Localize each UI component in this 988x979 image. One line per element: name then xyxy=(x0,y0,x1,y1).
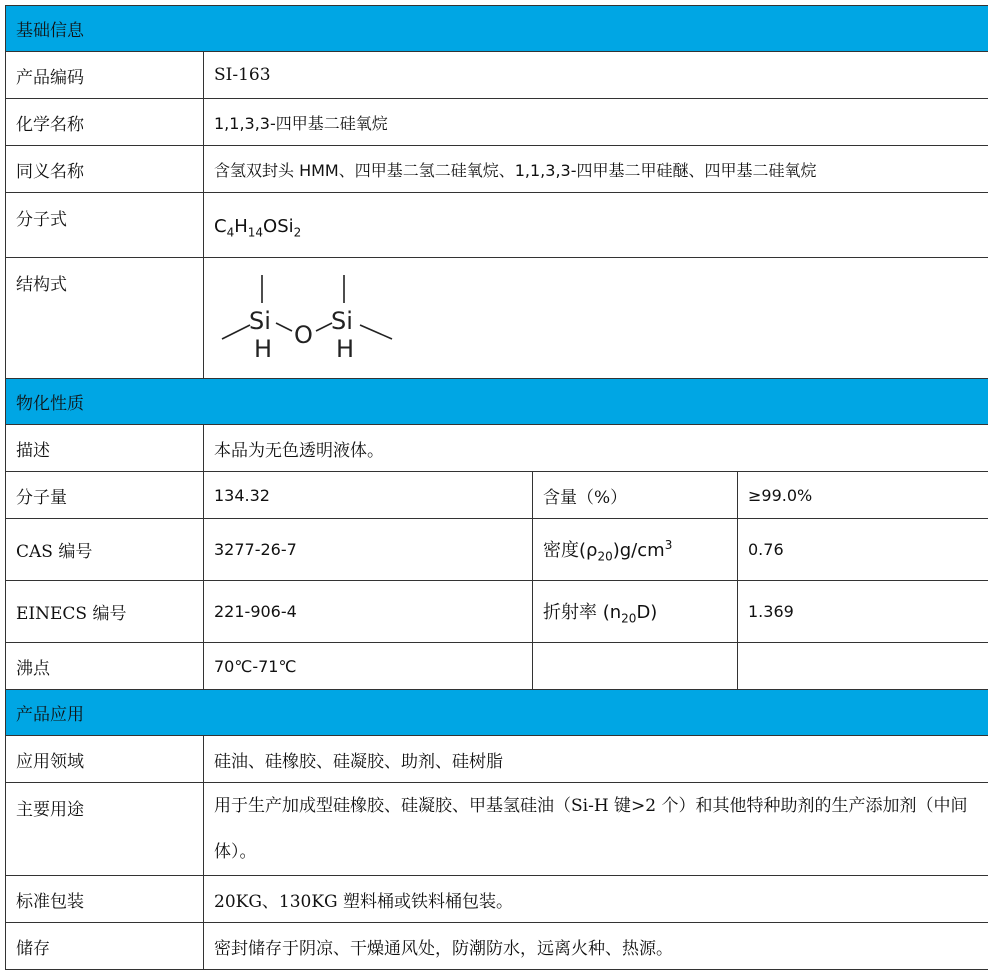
formula-h-sub: 14 xyxy=(247,225,264,240)
row-chemical-name xyxy=(6,99,988,146)
structural-formula-diagram xyxy=(214,263,414,373)
product-spec-sheet xyxy=(5,5,988,975)
boiling-point-label: 沸点 xyxy=(6,643,204,690)
cas-value: 3277-26-7 xyxy=(204,519,533,581)
product-code-value: SI-163 xyxy=(204,52,988,99)
refr-label-pre: 折射率 (n xyxy=(543,601,622,623)
application-field-value: 硅油、硅橡胶、硅凝胶、助剂、硅树脂 xyxy=(204,736,988,783)
row-structure xyxy=(6,258,988,379)
refractive-index-label xyxy=(533,581,738,643)
molecular-formula-value xyxy=(204,193,988,258)
density-label-mid: )g/cm xyxy=(612,539,665,561)
row-packaging xyxy=(6,876,988,923)
density-label-pre: 密度(ρ xyxy=(543,539,598,561)
section-title-application: 产品应用 xyxy=(6,690,988,736)
section-header-physical xyxy=(6,379,988,425)
storage-label: 储存 xyxy=(6,923,204,970)
content-value: ≥99.0% xyxy=(738,472,988,519)
row-molecular-formula xyxy=(6,193,988,258)
formula-osi: OSi xyxy=(263,216,294,238)
einecs-label: EINECS 编号 xyxy=(6,581,204,643)
section-header-basic xyxy=(6,6,988,52)
bond-si1-o xyxy=(276,323,292,331)
density-value: 0.76 xyxy=(738,519,988,581)
atom-h2: H xyxy=(336,335,355,363)
formula-si-sub: 2 xyxy=(293,225,302,240)
row-boiling-point xyxy=(6,643,988,690)
refractive-index-value: 1.369 xyxy=(738,581,988,643)
section-title-physical: 物化性质 xyxy=(6,379,988,425)
empty-cell-2 xyxy=(738,643,988,690)
application-field-label: 应用领域 xyxy=(6,736,204,783)
atom-o: O xyxy=(294,321,313,349)
row-synonyms xyxy=(6,146,988,193)
empty-cell-1 xyxy=(533,643,738,690)
refr-label-sub: 20 xyxy=(621,611,637,626)
packaging-label: 标准包装 xyxy=(6,876,204,923)
molecular-weight-value: 134.32 xyxy=(204,472,533,519)
section-header-application xyxy=(6,690,988,736)
packaging-value: 20KG、130KG 塑料桶或铁料桶包装。 xyxy=(204,876,988,923)
atom-si1: Si xyxy=(249,307,271,335)
structure-atoms xyxy=(249,307,354,363)
row-description xyxy=(6,425,988,472)
bond-si1-methyl-left xyxy=(222,325,250,339)
row-main-use xyxy=(6,783,988,876)
row-storage xyxy=(6,923,988,970)
density-label xyxy=(533,519,738,581)
spec-table xyxy=(5,5,988,970)
row-cas xyxy=(6,519,988,581)
description-value: 本品为无色透明液体。 xyxy=(204,425,988,472)
synonyms-value: 含氢双封头 HMM、四甲基二氢二硅氧烷、1,1,3,3-四甲基二甲硅醚、四甲基二硅氧烷 xyxy=(204,146,988,193)
structure-label: 结构式 xyxy=(6,258,204,379)
description-label: 描述 xyxy=(6,425,204,472)
einecs-value: 221-906-4 xyxy=(204,581,533,643)
bond-o-si2 xyxy=(316,323,332,331)
row-molecular-weight xyxy=(6,472,988,519)
storage-value: 密封储存于阴凉、干燥通风处，防潮防水，远离火种、热源。 xyxy=(204,923,988,970)
structure-cell xyxy=(204,258,988,379)
formula-h: H xyxy=(234,216,248,238)
formula-c: C xyxy=(214,216,227,238)
bond-si2-methyl-right xyxy=(360,325,392,339)
cas-label: CAS 编号 xyxy=(6,519,204,581)
atom-h1: H xyxy=(254,335,273,363)
boiling-point-value: 70℃-71℃ xyxy=(204,643,533,690)
chemical-name-label: 化学名称 xyxy=(6,99,204,146)
molecular-formula-label: 分子式 xyxy=(6,193,204,258)
content-label: 含量（%） xyxy=(533,472,738,519)
product-code-label: 产品编码 xyxy=(6,52,204,99)
main-use-value: 用于生产加成型硅橡胶、硅凝胶、甲基氢硅油（Si-H 键>2 个）和其他特种助剂的生产添加剂（中间体）。 xyxy=(204,783,988,876)
chemical-name-value: 1,1,3,3-四甲基二硅氧烷 xyxy=(204,99,988,146)
density-label-sub: 20 xyxy=(597,549,613,564)
density-label-sup: 3 xyxy=(664,537,673,552)
formula-c-sub: 4 xyxy=(226,225,235,240)
row-einecs xyxy=(6,581,988,643)
row-application-field xyxy=(6,736,988,783)
molecular-weight-label: 分子量 xyxy=(6,472,204,519)
synonyms-label: 同义名称 xyxy=(6,146,204,193)
atom-si2: Si xyxy=(331,307,353,335)
section-title-basic: 基础信息 xyxy=(6,6,988,52)
row-product-code xyxy=(6,52,988,99)
main-use-label: 主要用途 xyxy=(6,783,204,876)
refr-label-post: D) xyxy=(636,601,658,623)
